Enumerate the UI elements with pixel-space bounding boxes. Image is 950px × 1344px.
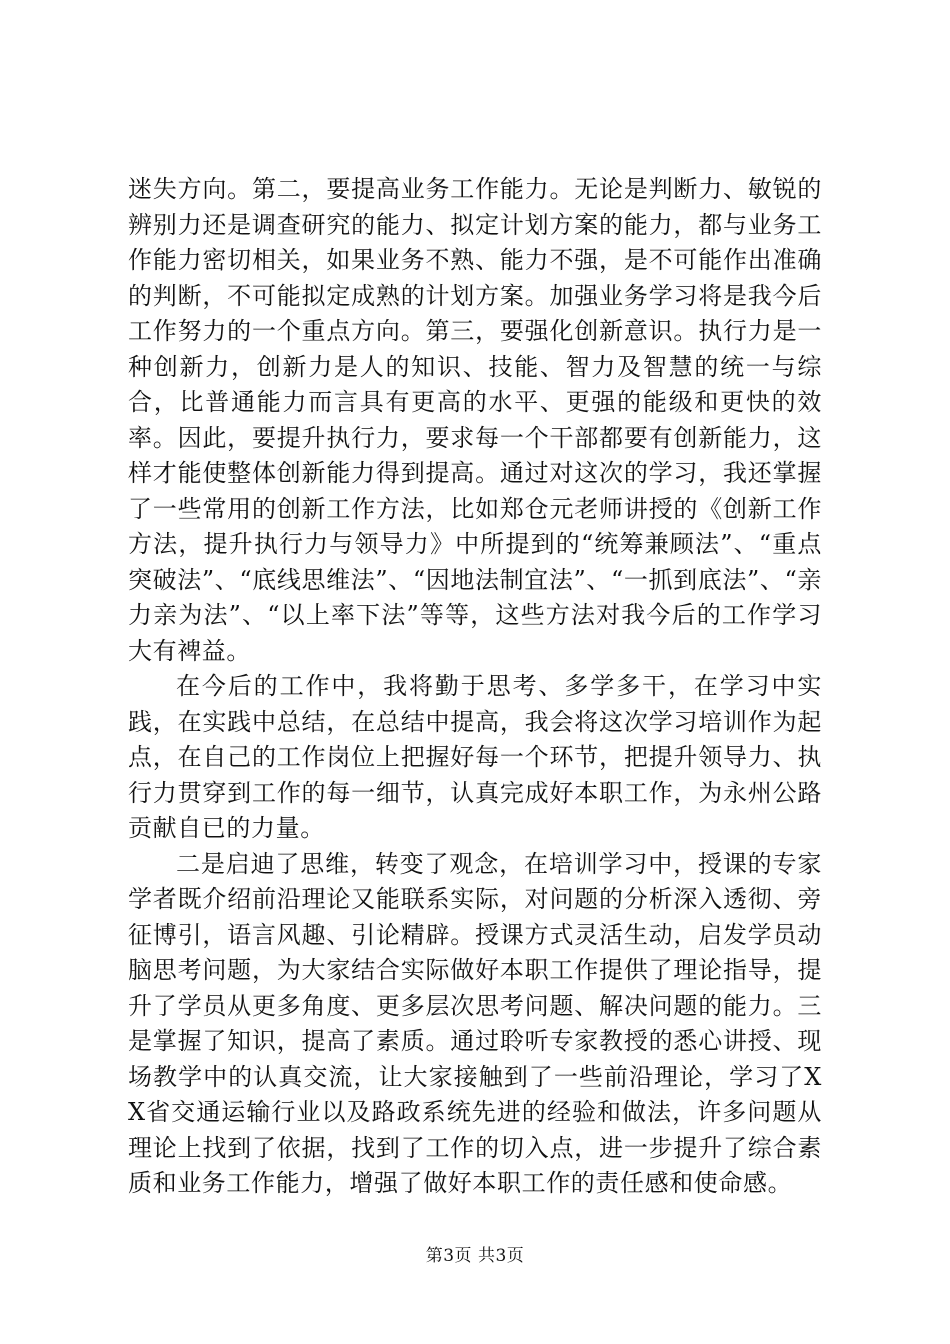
paragraph-continuation: 迷失方向。第二，要提高业务工作能力。无论是判断力、敏锐的辨别力还是调查研究的能力、拟定计划方案的能力，都与业务工作能力密切相关，如果业务不熟、能力不强，是不可能作出准确的判断，不可能拟定成熟的计划方案。加强业务学习将是我今后工作努力的一个重点方向。第三，要强化创新意识。执行力是一种创新力，创新力是人的知识、技能、智力及智慧的统一与综合，比普通能力而言具有更高的水平、更强的能级和更快的效率。因此，要提升执行力，要求每一个干部都要有创新能力，这样才能使整体创新能力得到提高。通过对这次的学习，我还掌握了一些常用的创新工作方法，比如郑仓元老师讲授的《创新工作方法，提升执行力与领导力》中所提到的“统筹兼顾法”、“重点突破法”、“底线思维法”、“因地法制宜法”、“一抓到底法”、“亲力亲为法”、“以上率下法”等等，这些方法对我今后的工作学习大有裨益。 xyxy=(128,175,822,665)
paragraph-future-work: 在今后的工作中，我将勤于思考、多学多干，在学习中实践，在实践中总结，在总结中提高，我会将这次学习培训作为起点，在自己的工作岗位上把握好每一个环节，把提升领导力、执行力贯穿到工作的每一细节，认真完成好本职工作，为永州公路贡献自已的力量。 xyxy=(128,672,822,842)
paragraph-inspired-thinking: 二是启迪了思维，转变了观念，在培训学习中，授课的专家学者既介绍前沿理论又能联系实际，对问题的分析深入透彻、旁征博引，语言风趣、引论精辟。授课方式灵活生动，启发学员动脑思考问题，为大家结合实际做好本职工作提供了理论指导，提升了学员从更多角度、更多层次思考问题、解决问题的能力。三是掌握了知识，提高了素质。通过聆听专家教授的悉心讲授、现场教学中的认真交流，让大家接触到了一些前沿理论，学习了XX省交通运输行业以及路政系统先进的经验和做法，许多问题从理论上找到了依据，找到了工作的切入点，进一步提升了综合素质和业务工作能力，增强了做好本职工作的责任感和使命感。 xyxy=(128,849,822,1197)
document-body xyxy=(128,172,822,1202)
page-footer: 第3页 共3页 xyxy=(425,1246,525,1266)
